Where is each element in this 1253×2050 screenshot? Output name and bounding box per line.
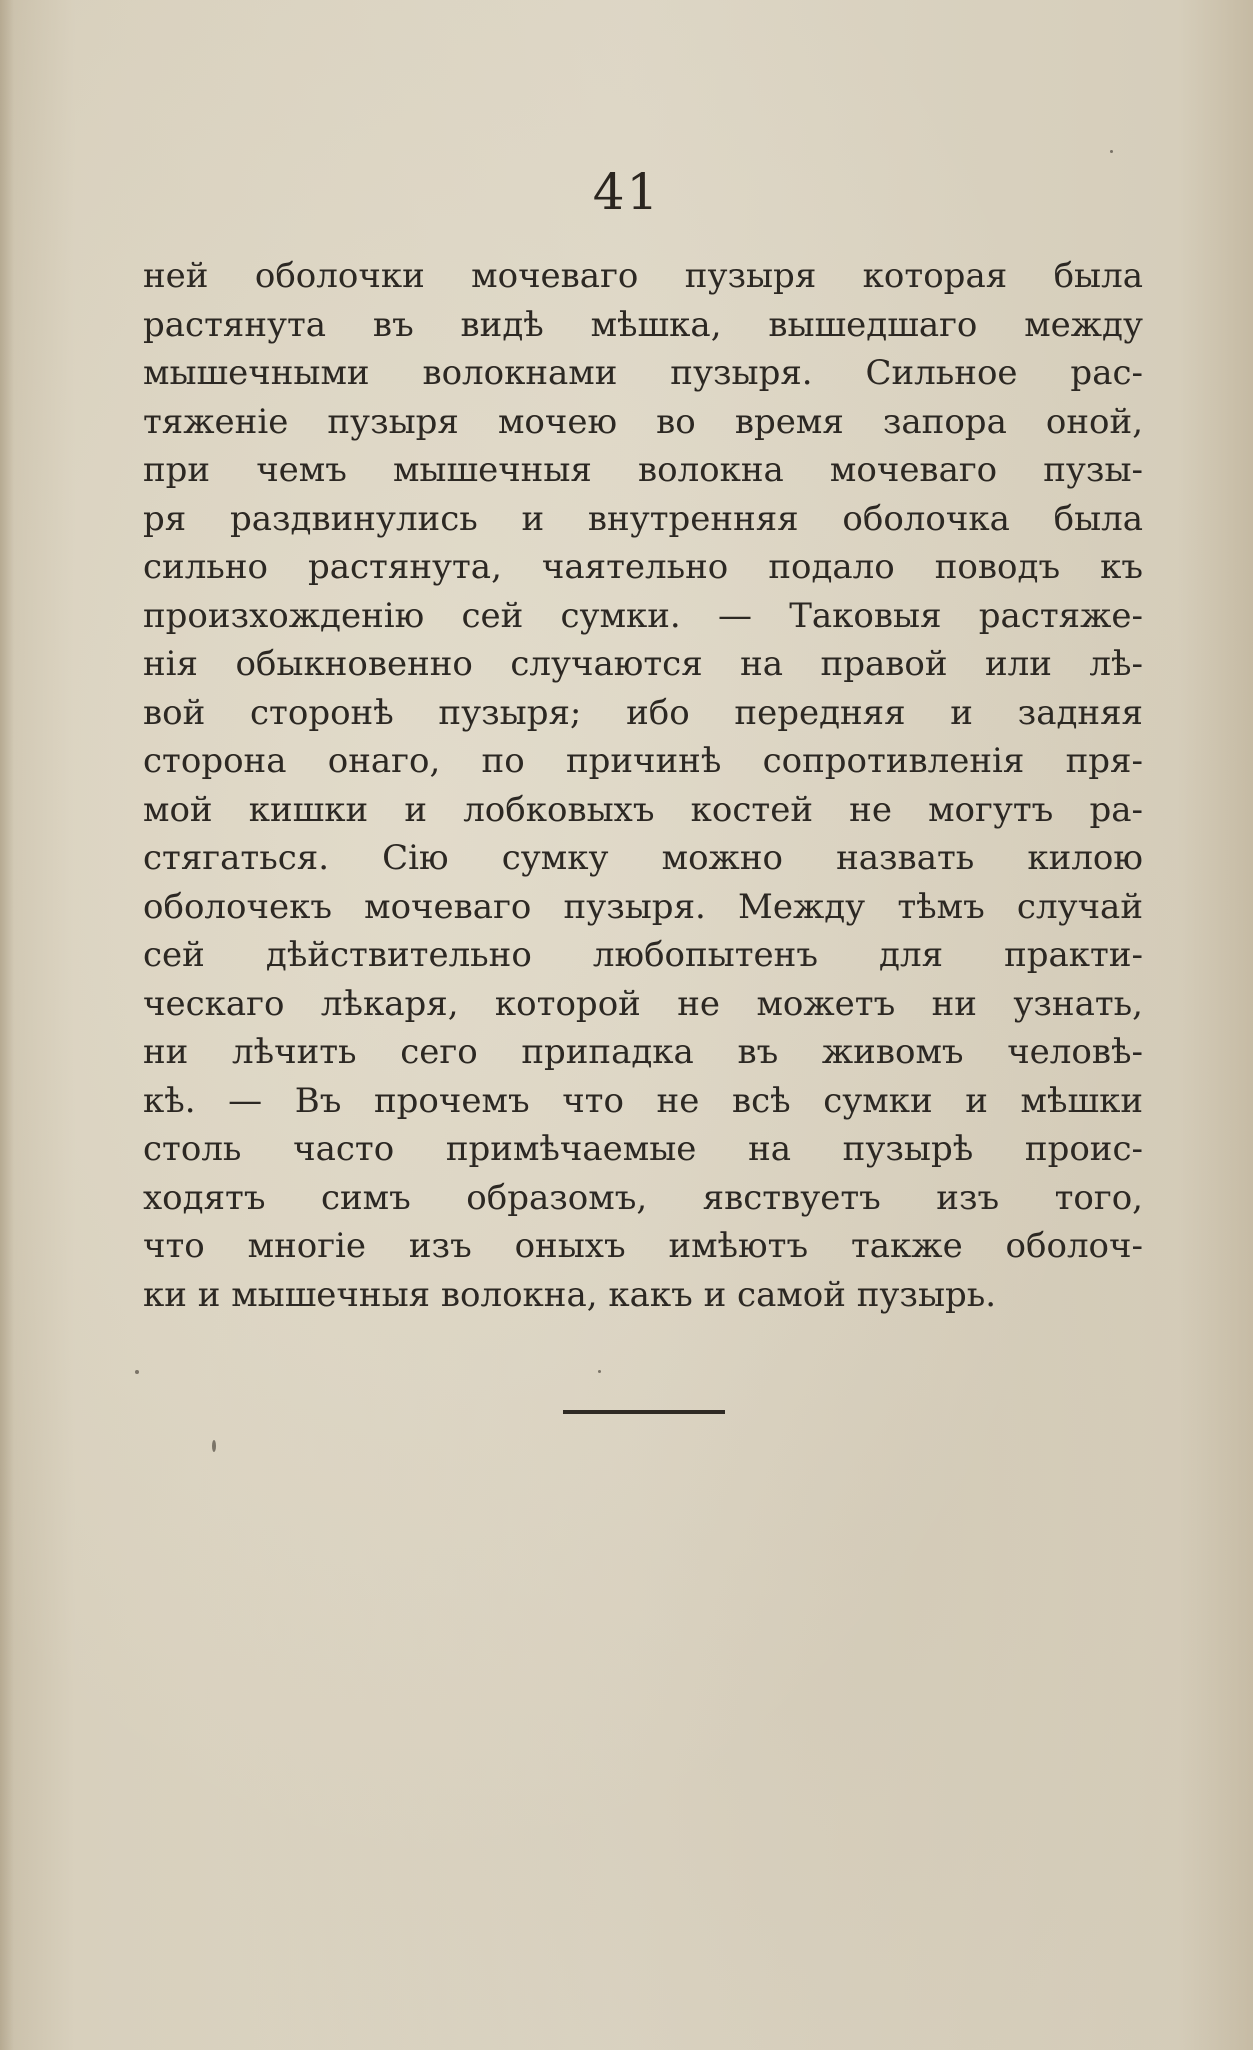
text-line: вой сторонѣ пузыря; ибо передняя и задняя (143, 692, 1143, 733)
paper-speck (212, 1440, 216, 1452)
text-line: что многіе изъ оныхъ имѣютъ также оболоч- (143, 1226, 1143, 1266)
text-line: мышечными волокнами пузыря. Сильное рас- (143, 353, 1143, 393)
text-line: ходятъ симъ образомъ, явствуетъ изъ того, (143, 1177, 1143, 1218)
text-line: ческаго лѣкаря, которой не можетъ ни узнать, (143, 983, 1143, 1024)
text-line: столь часто примѣчаемые на пузырѣ проис- (143, 1129, 1143, 1169)
text-line: при чемъ мышечныя волокна мочеваго пузы- (143, 450, 1143, 490)
text-line: ря раздвинулись и внутренняя оболочка была (143, 498, 1143, 539)
text-line: оболочекъ мочеваго пузыря. Между тѣмъ случай (143, 886, 1143, 927)
text-line: тяженіе пузыря мочею во время запора оной, (143, 401, 1143, 442)
page-edge-shadow (0, 0, 14, 2050)
text-line: сей дѣйствительно любопытенъ для практи- (143, 935, 1143, 975)
text-line: сторона онаго, по причинѣ сопротивленія пря- (143, 741, 1143, 781)
paper-speck (1110, 150, 1113, 153)
text-line: мой кишки и лобковыхъ костей не могутъ ра- (143, 789, 1143, 830)
body-text (143, 252, 1143, 1319)
paper-speck (135, 1370, 139, 1374)
page-number: 41 (592, 163, 661, 221)
text-line: нія обыкновенно случаются на правой или лѣ- (143, 644, 1143, 684)
text-line: ни лѣчить сего припадка въ живомъ человѣ- (143, 1032, 1143, 1072)
section-end-rule (563, 1410, 725, 1414)
text-line: произхожденію сей сумки. — Таковыя растяже- (143, 595, 1143, 636)
text-line: сильно растянута, чаятельно подало поводъ къ (143, 547, 1143, 587)
text-line: ки и мышечныя волокна, какъ и самой пузырь. (143, 1274, 997, 1315)
text-line: стягаться. Сію сумку можно назвать килою (143, 838, 1143, 878)
paper-speck (598, 1370, 601, 1373)
text-line: растянута въ видѣ мѣшка, вышедшаго между (143, 304, 1143, 345)
text-line: кѣ. — Въ прочемъ что не всѣ сумки и мѣшки (143, 1080, 1143, 1121)
text-line: ней оболочки мочеваго пузыря которая была (143, 256, 1143, 296)
